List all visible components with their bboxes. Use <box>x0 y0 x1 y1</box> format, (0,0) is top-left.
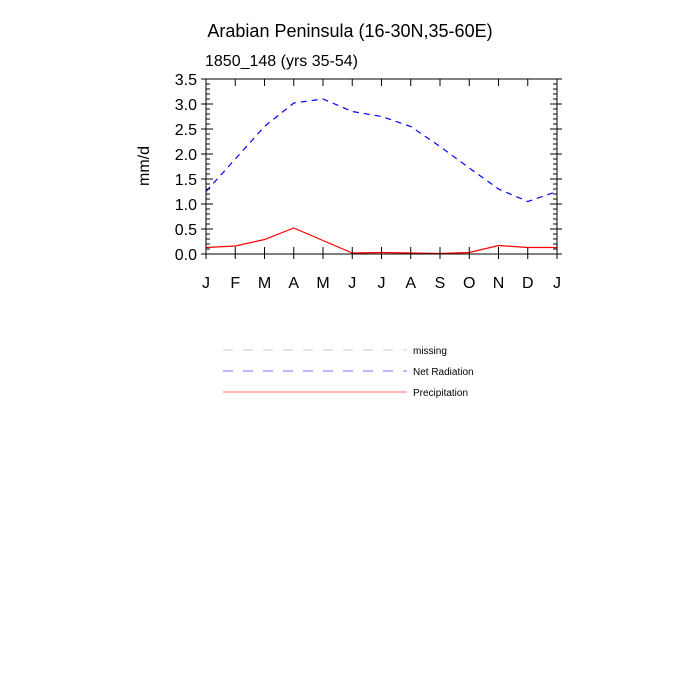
legend-label-precipitation: Precipitation <box>413 388 469 399</box>
y-tick-label: 0.0 <box>174 247 197 264</box>
x-tick-label: N <box>492 275 505 292</box>
y-tick-label: 1.5 <box>174 172 197 189</box>
x-tick-label: J <box>202 275 210 292</box>
axis-layer <box>175 72 562 292</box>
y-tick-label: 0.5 <box>174 222 197 239</box>
chart-title: Arabian Peninsula (16-30N,35-60E) <box>207 21 493 41</box>
series-layer <box>206 99 557 254</box>
y-tick-label: 3.5 <box>174 72 197 89</box>
x-tick-label: M <box>257 275 272 292</box>
x-tick-label: J <box>348 275 357 292</box>
y-tick-label: 2.5 <box>174 122 197 139</box>
chart-subtitle: 1850_148 (yrs 35-54) <box>205 53 358 70</box>
x-tick-label: D <box>521 275 534 292</box>
x-tick-label: M <box>316 275 330 292</box>
legend <box>223 346 474 399</box>
x-tick-label: J <box>553 275 561 292</box>
series-line-net-radiation <box>206 99 557 202</box>
y-tick-label: 3.0 <box>174 97 197 114</box>
y-axis-label: mm/d <box>136 146 153 186</box>
legend-label-missing: missing <box>413 346 447 357</box>
y-tick-label: 2.0 <box>174 147 197 164</box>
x-tick-label: S <box>434 275 446 292</box>
x-tick-label: J <box>377 275 386 292</box>
legend-label-net-radiation: Net Radiation <box>413 367 474 378</box>
plot-frame <box>206 79 557 254</box>
x-tick-label: A <box>288 275 300 292</box>
x-tick-label: A <box>405 275 417 292</box>
x-tick-label: O <box>463 275 476 292</box>
y-tick-label: 1.0 <box>174 197 197 214</box>
x-tick-label: F <box>230 275 241 292</box>
